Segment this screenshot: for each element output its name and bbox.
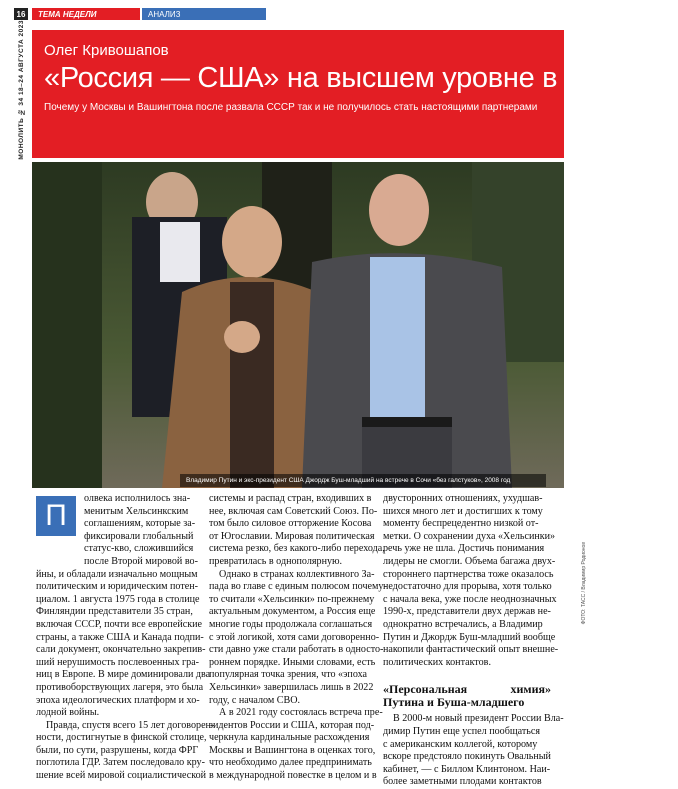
text-line: шихся много лет и достигших к тому (383, 505, 543, 517)
text-line: после Второй мировой во- (84, 555, 198, 567)
article-column-2 (209, 493, 387, 783)
top-bar (14, 8, 266, 20)
text-line: Москвы и Вашингтона в оценках того, (209, 744, 376, 756)
text-line: ший нерушимость послевоенных гра- (36, 656, 200, 668)
text-line: лодной войны. (36, 707, 100, 719)
deck: Почему у Москвы и Вашингтона после развала СССР так и не получилось стать настоящими партнерами (44, 102, 538, 113)
photo-caption: Владимир Путин и экс-президент США Джордж Буш-младший на встрече в Сочи «без галстуков», 2008 год (180, 474, 546, 487)
text-line: противоборствующих лагеря, это была (36, 681, 204, 693)
text-line: что необходимо далее предпринимать (209, 757, 372, 769)
text-line: метки. О сохранении духа «Хельсинки» (383, 530, 556, 542)
text-line: в международной повестке в целом и в (209, 770, 377, 782)
text-line: с этой логикой, хотя сами договоренно- (209, 631, 380, 643)
text-line: политических контактов. (383, 656, 491, 668)
text-line: двусторонних отношениях, ухудшав- (383, 493, 543, 504)
text-line: включая СССР, почти все европейские (36, 618, 202, 630)
text-line: однократно встречались, а Владимир (383, 618, 543, 630)
text-line: Финляндии представители 35 стран, (36, 606, 193, 618)
text-line: сти давно уже стали работать в односто- (209, 644, 384, 656)
text-line: шение всей мировой социалистической (36, 770, 207, 782)
text-line: с американским коллегой, которому (383, 738, 538, 750)
text-line: Правда, спустя всего 15 лет договорен- (46, 719, 215, 731)
text-line: популярная точка зрения, что «эпоха (209, 669, 368, 681)
text-line: актуальным документом, а Россия еще (209, 606, 376, 618)
text-line: зидентов России и США, которая под- (209, 719, 375, 731)
text-line: эпоха идеологических платформ и хо- (36, 694, 200, 706)
text-line: Хельсинки» завершилась лишь в 2022 (209, 681, 374, 693)
text-line: менитым Хельсинкским (84, 505, 189, 517)
photo-illustration (32, 162, 564, 488)
text-line: то считали «Хельсинки» по-прежнему (209, 593, 375, 605)
text-line: страны, а также США и Канада подпи- (36, 631, 204, 643)
text-line: В 2000-м новый президент России Вла- (393, 713, 564, 725)
issue-info: МОНОЛИТЬ № 34 18–24 АВГУСТА 2023 (17, 20, 25, 160)
text-line: соглашениям, которые за- (84, 518, 196, 530)
text-line: от Югославии. Мировая политическая (209, 530, 375, 542)
text-line: накопили фантастический опыт внешне- (383, 644, 559, 656)
text-line: статус-кво, сложившийся (84, 543, 194, 555)
text-line: димир Путин еще успел пообщаться (383, 725, 540, 737)
text-line: том было силовое отторжение Косова (209, 518, 372, 530)
text-line: стороннего партнерства тоже оказалось (383, 568, 554, 580)
text-line: речь уже не шла. Достичь понимания (383, 543, 545, 555)
author-name: Олег Кривошапов (44, 42, 169, 59)
text-line: более заметными плодами контактов (383, 776, 542, 788)
text-line: система резко, без какого-либо перехода, (209, 543, 385, 555)
text-line: многие годы продолжала соглашаться (209, 618, 373, 630)
drop-cap: П (36, 496, 76, 536)
photo-credit: ФОТО: ТАСС / Владимир Родионов (581, 542, 587, 625)
text-line: году, с началом СВО. (209, 694, 301, 706)
text-line: ности, достигнутые в финской столице, (36, 732, 207, 744)
text-line: йны, и обладали изначально мощным (36, 568, 198, 580)
subsection-label: АНАЛИЗ (142, 8, 266, 20)
headline: «Россия — США» на высшем уровне в XXI веке (44, 62, 678, 94)
article-header (32, 30, 678, 158)
page-number: 16 (14, 8, 28, 20)
article-column-1 (36, 493, 215, 783)
text-line: с начала века, уже после неоднозначных (383, 593, 557, 605)
text-line: сали документ, окончательно закрепив- (36, 644, 206, 656)
text-line: лидеры не смогли. Объема багажа двух- (383, 555, 556, 567)
text-line: политическим и юридическим потен- (36, 581, 198, 593)
text-line: превратилась в однополярную. (209, 555, 343, 567)
text-line: черкнула кардинальные расхождения (209, 732, 370, 744)
text-line: пада во главе с единым полюсом почему- (209, 581, 387, 593)
text-line: кабинет, — с Биллом Клинтоном. Наи- (383, 763, 551, 775)
text-line: Путин и Джордж Буш-младший вообще (383, 631, 556, 643)
text-line: роннем порядке. Иными словами, есть (209, 656, 376, 668)
text-line: моменту беспрецедентно низкой от- (383, 518, 539, 530)
text-line: были, по сути, разрушены, когда ФРГ (36, 744, 199, 756)
text-line: фиксировали глобальный (84, 530, 194, 542)
section-label: ТЕМА НЕДЕЛИ (32, 8, 140, 20)
text-line: нее, включая сам Советский Союз. По- (209, 505, 378, 517)
text-line: А в 2021 году состоялась встреча пре- (219, 707, 383, 719)
article-column-3 (383, 493, 564, 789)
text-line: олвека исполнилось зна- (84, 493, 191, 504)
text-line: ниц в Европе. В мире доминировали два (36, 669, 211, 681)
text-line: Однако в странах коллективного За- (219, 568, 375, 580)
text-line: циалом. 1 августа 1975 года в столице (36, 593, 200, 605)
text-line: 1990-х, представители двух держав не- (383, 606, 551, 618)
subheading: «Персональная химия» Путина и Буша-младшего (383, 682, 551, 710)
issue-sidebar (12, 20, 30, 160)
text-line: вскоре предстояло покинуть Овальный (383, 751, 551, 763)
text-line: системы и распад стран, входивших в (209, 493, 372, 504)
text-line: поглотила ГДР. Затем последовало кру- (36, 757, 205, 769)
text-line: недостаточно для прорыва, хотя только (383, 581, 552, 593)
